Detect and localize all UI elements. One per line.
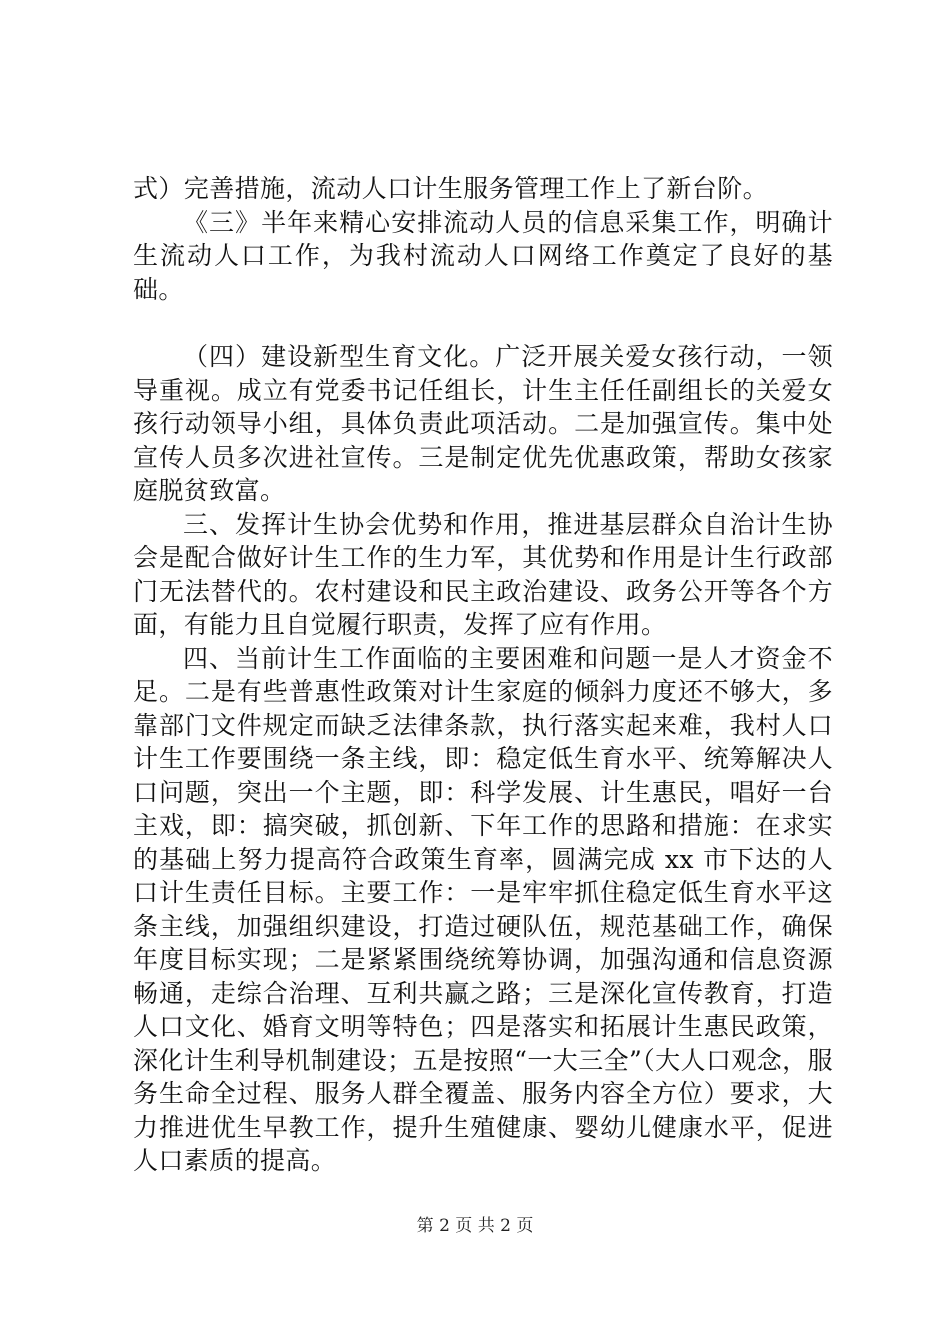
paragraph-continuation: 式）完善措施，流动人口计生服务管理工作上了新台阶。	[133, 174, 769, 203]
page-footer	[0, 1215, 950, 1237]
paragraph-difficulties-and-plans: 四、当前计生工作面临的主要困难和问题一是人才资金不足。二是有些普惠性政策对计生家庭的倾斜力度还不够大，多靠部门文件规定而缺乏法律条款，执行落实起来难，我村人口计生工作要围绕一条主线，即：稳定低生育水平、统筹解决人口问题，突出一个主题，即：科学发展、计生惠民，唱好一台主戏，即：搞突破，抓创新、下年工作的思路和措施：在求实的基础上努力提高符合政策生育率，圆满完成 xx 市下达的人口计生责任目标。主要工作：一是牢牢抓住稳定低生育水平这条主线，加强组织建设，打造过硬队伍，规范基础工作，确保年度目标实现；二是紧紧围绕统筹协调，加强沟通和信息资源畅通，走综合治理、互利共赢之路；三是深化宣传教育，打造人口文化、婚育文明等特色；四是落实和拓展计生惠民政策，深化计生利导机制建设；五是按照“一大三全”（大人口观念，服务生命全过程、服务人群全覆盖、服务内容全方位）要求，大力推进优生早教工作，提升生殖健康、婴幼儿健康水平，促进人口素质的提高。	[133, 643, 833, 1175]
paragraph-family-planning-association: 三、发挥计生协会优势和作用，推进基层群众自治计生协会是配合做好计生工作的生力军，其优势和作用是计生行政部门无法替代的。农村建设和民主政治建设、政务公开等各个方面，有能力且自觉履行职责，发挥了应有作用。	[133, 509, 833, 639]
document-body	[133, 172, 833, 1178]
paragraph-section-three-floating-population: 《三》半年来精心安排流动人员的信息采集工作，明确计生流动人口工作，为我村流动人口网络工作奠定了良好的基础。	[133, 207, 833, 304]
paragraph-section-four-birth-culture: （四）建设新型生育文化。广泛开展关爱女孩行动，一领导重视。成立有党委书记任组长，计生主任任副组长的关爱女孩行动领导小组，具体负责此项活动。二是加强宣传。集中处宣传人员多次进社宣传。三是制定优先优惠政策，帮助女孩家庭脱贫致富。	[133, 342, 833, 505]
page-number-label: 第 2 页 共 2 页	[416, 1216, 534, 1236]
paragraph-gap	[133, 306, 833, 340]
